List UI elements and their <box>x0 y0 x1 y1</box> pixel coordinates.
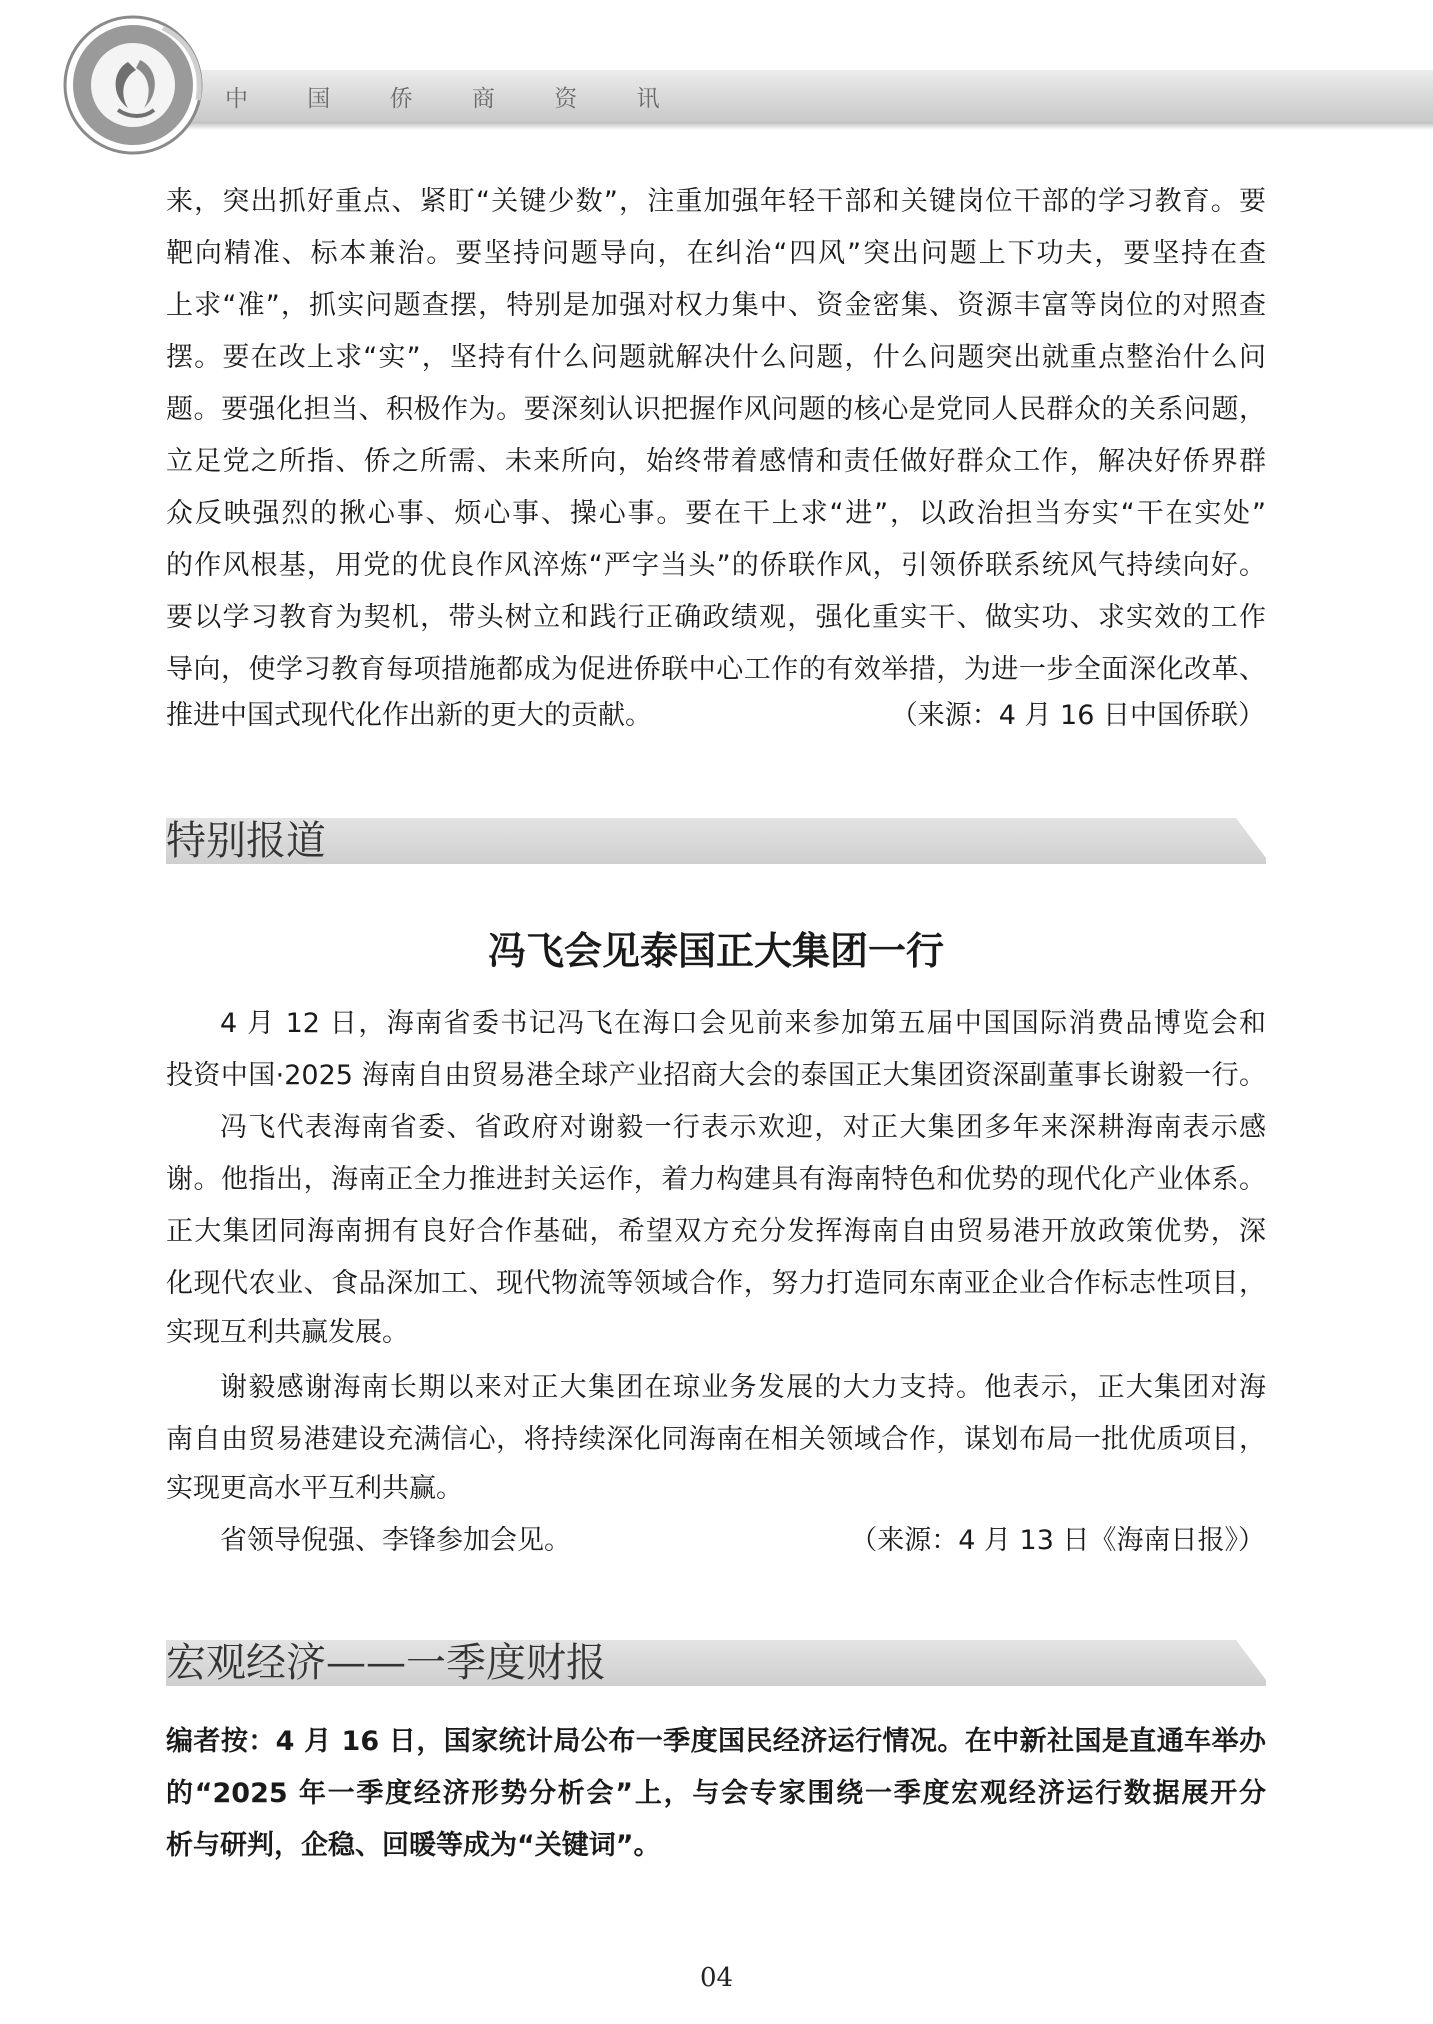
text-line: 投资中国·2025 海南自由贸易港全球产业招商大会的泰国正大集团资深副董事长谢毅一行。 <box>166 1060 1266 1091</box>
text-line: 4 月 12 日，海南省委书记冯飞在海口会见前来参加第五届中国国际消费品博览会和 <box>220 1008 1266 1039</box>
article-paragraph-4: 省领导倪强、李锋参加会见。 <box>220 1525 571 1556</box>
article-paragraph-2 <box>166 1102 1266 1310</box>
text-line: 立足党之所指、侨之所需、未来所向，始终带着感情和责任做好群众工作，解决好侨界群 <box>166 446 1266 477</box>
text-line: 化现代农业、食品深加工、现代物流等领域合作，努力打造同东南亚企业合作标志性项目， <box>166 1268 1266 1299</box>
federation-logo-icon <box>58 10 208 160</box>
text-line: 众反映强烈的揪心事、烦心事、操心事。要在干上求“进”，以政治担当夯实“干在实处” <box>166 498 1266 529</box>
text-line: 南自由贸易港建设充满信心，将持续深化同海南在相关领域合作，谋划布局一批优质项目， <box>166 1424 1266 1455</box>
text-line: 推进中国式现代化作出新的更大的贡献。 <box>166 700 652 731</box>
text-line: 的“2025 年一季度经济形势分析会”上，与会专家围绕一季度宏观经济运行数据展开分 <box>166 1778 1266 1809</box>
article-paragraph-1 <box>166 998 1266 1102</box>
text-line: 靶向精准、标本兼治。要坚持问题导向，在纠治“四风”突出问题上下功夫，要坚持在查 <box>166 238 1266 269</box>
text-line: 正大集团同海南拥有良好合作基础，希望双方充分发挥海南自由贸易港开放政策优势，深 <box>166 1216 1266 1247</box>
text-line: 来，突出抓好重点、紧盯“关键少数”，注重加强年轻干部和关键岗位干部的学习教育。要 <box>166 186 1266 217</box>
section-title: 特别报道 <box>166 818 326 864</box>
section-title: 宏观经济——一季度财报 <box>166 1640 606 1686</box>
top-article-body <box>166 176 1266 696</box>
text-line: 导向，使学习教育每项措施都成为促进侨联中心工作的有效举措，为进一步全面深化改革、 <box>166 654 1266 685</box>
text-line: 谢。他指出，海南正全力推进封关运作，着力构建具有海南特色和优势的现代化产业体系。 <box>166 1164 1266 1195</box>
text-line: 冯飞代表海南省委、省政府对谢毅一行表示欢迎，对正大集团多年来深耕海南表示感 <box>220 1112 1266 1143</box>
text-line: 要以学习教育为契机，带头树立和践行正确政绩观，强化重实干、做实功、求实效的工作 <box>166 602 1266 633</box>
article-headline: 冯飞会见泰国正大集团一行 <box>487 929 944 973</box>
header-title: 中 国 侨 商 资 讯 <box>225 86 686 112</box>
source-note: （来源：4 月 13 日《海南日报》） <box>850 1525 1265 1556</box>
text-line: 题。要强化担当、积极作为。要深刻认识把握作风问题的核心是党同人民群众的关系问题， <box>166 394 1266 425</box>
article-paragraph-3 <box>166 1362 1266 1466</box>
page-number: 04 <box>699 1963 734 1993</box>
editor-note <box>166 1716 1266 1872</box>
text-line: 实现更高水平互利共赢。 <box>166 1473 463 1504</box>
text-line: 编者按：4 月 16 日，国家统计局公布一季度国民经济运行情况。在中新社国是直通车举办 <box>166 1726 1266 1757</box>
text-line: 析与研判，企稳、回暖等成为“关键词”。 <box>166 1830 661 1861</box>
text-line: 上求“准”，抓实问题查摆，特别是加强对权力集中、资金密集、资源丰富等岗位的对照查 <box>166 290 1266 321</box>
text-line: 谢毅感谢海南长期以来对正大集团在琼业务发展的大力支持。他表示，正大集团对海 <box>220 1372 1266 1403</box>
section-heading-special-report <box>166 818 1266 864</box>
text-line: 实现互利共赢发展。 <box>166 1317 409 1348</box>
source-note: （来源：4 月 16 日中国侨联） <box>890 700 1265 731</box>
section-heading-macro-economy <box>166 1640 1266 1686</box>
text-line: 摆。要在改上求“实”，坚持有什么问题就解决什么问题，什么问题突出就重点整治什么问 <box>166 342 1266 373</box>
text-line: 的作风根基，用党的优良作风淬炼“严字当头”的侨联作风，引领侨联系统风气持续向好。 <box>166 550 1266 581</box>
section-band <box>166 818 1266 864</box>
